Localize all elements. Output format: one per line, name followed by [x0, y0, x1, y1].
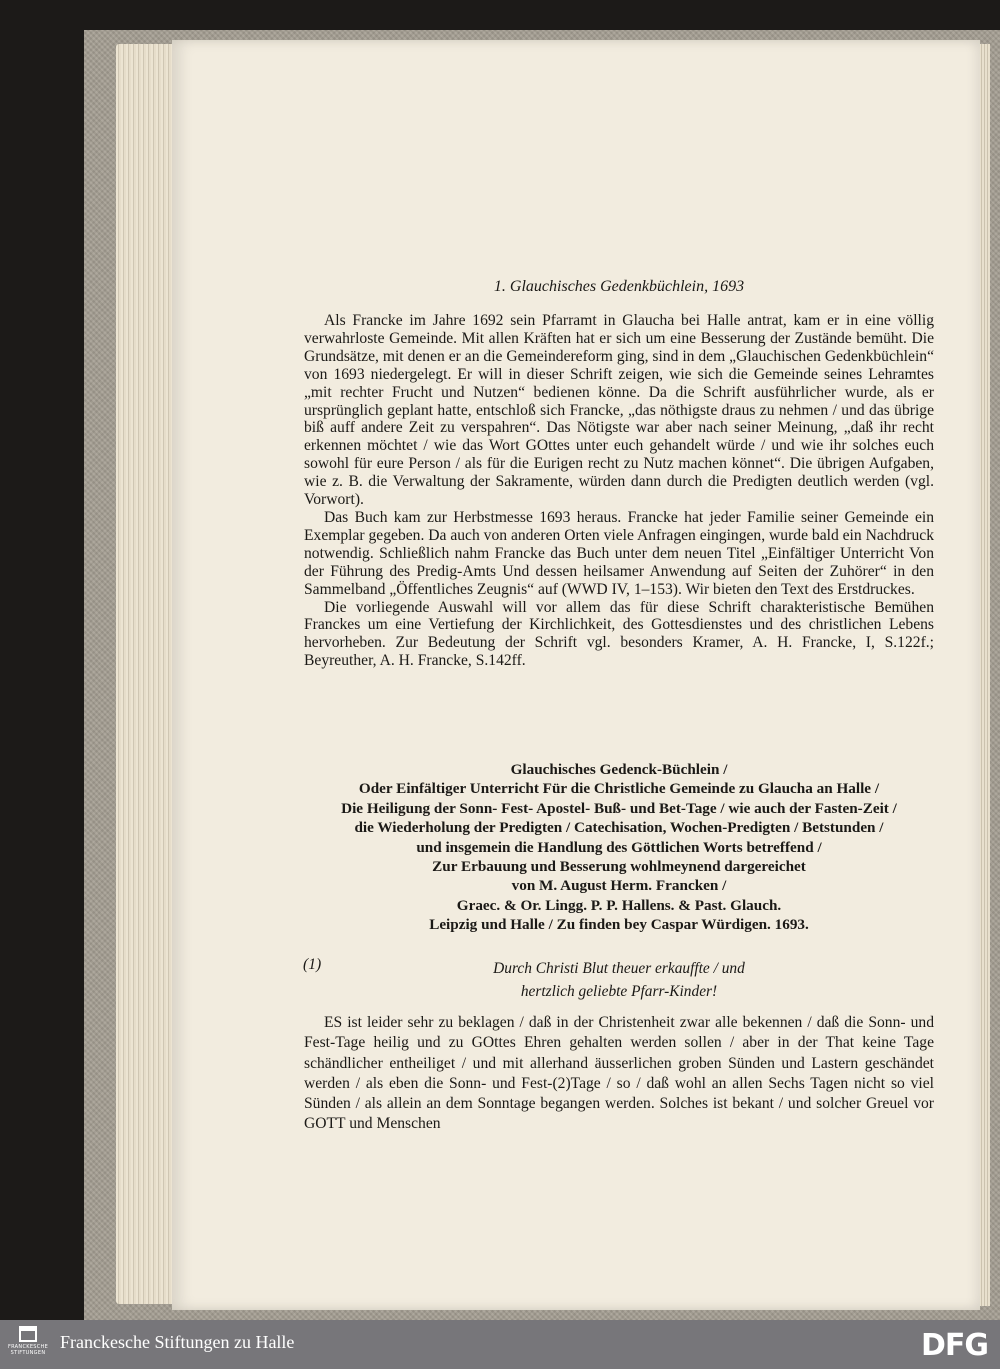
title-line: Zur Erbauung und Besserung wohlmeynend dargereichet [432, 858, 806, 876]
intro-paragraph: Die vorliegende Auswahl will vor allem das für diese Schrift charakteristische Bemühen Franckes um eine Vertiefung der Kirchlichkeit, des Gottesdienstes und des christlichen Lebens hervorheben. Zur Bedeutung der Schrift vgl. besonders Kramer, A. H. Francke, I, S.122f.; Beyreuther, A. H. Francke, S.142ff. [304, 598, 934, 670]
salutation [304, 957, 934, 1003]
title-line: und insgemein die Handlung des Göttlichen Worts betreffend / [416, 838, 822, 856]
title-line: Leipzig und Halle / Zu finden bey Caspar Würdigen. 1693. [429, 916, 809, 934]
page-stack-edge [116, 44, 176, 1304]
institution-name[interactable]: Franckesche Stiftungen zu Halle [60, 1332, 295, 1352]
title-line: Oder Einfältiger Unterricht Für die Christliche Gemeinde zu Glaucha an Halle / [358, 780, 880, 798]
building-icon [19, 1326, 37, 1342]
title-line: Die Heiligung der Sonn- Fest- Apostel- Buß- und Bet-Tage / wie auch der Fasten-Zeit / [341, 799, 897, 817]
original-title-page [300, 760, 938, 935]
title-line: Glauchisches Gedenck-Büchlein / [510, 761, 728, 778]
body-paragraph: ES ist leider sehr zu beklagen / daß in der Christenheit zwar alle bekennen / daß die Sonn- und Fest-Tage heilig und zu GOttes Ehren gehalten werden sollen / aber in der That keine Tage schändlicher entheiliget / und mit allerhand äusserlichen groben Sünden und Lastern geschändet werden / als eben die Sonn- und Fest-(2)Tage / so / daß wohl an allen Sechs Tagen nicht so viel Sünden / als allein an dem Sonntage begangen werden. Solches ist bekant / und solcher Greuel vor GOTT und Menschen [304, 1014, 934, 1133]
dfg-logo[interactable]: DFG [920, 1328, 988, 1363]
salutation-line: Durch Christi Blut theuer erkauffte / und [493, 960, 745, 977]
intro-paragraph: Als Francke im Jahre 1692 sein Pfarramt in Glaucha bei Halle antrat, kam er in eine völlig verwahrloste Gemeinde. Mit allen Kräften hat er sich um eine Besserung der Zustände bemüht. Die Grundsätze, mit denen er an die Gemeindereform ging, sind in dem „Glauchischen Gedenkbüchlein“ von 1693 niedergelegt. Er will in dieser Schrift zeigen, wie sich die Gemeinde seines Lehramtes „mit rechter Frucht und Nutzen“ bedienen könne. Da die Schrift ausführlicher wurde, als er ursprünglich geplant hatte, entschloß sich Francke, „das nöthigste draus zu nehmen / und das übrige biß auff andere Zeit zu verspahren“. Das Nötigste war aber nach seiner Meinung, „daß ihr recht erkennen möchtet / wie das Wort GOttes unter euch gehandelt würde / und wie ihr solches euch sowohl für eure Person / als für die Eurigen recht zu Nutz machen könnet“. Die übrigen Aufgaben, wie z. B. die Verwaltung der Sakramente, würden dann durch die Predigten deutlich werden (vgl. Vorwort). [304, 312, 934, 509]
title-line: von M. August Herm. Francken / [511, 877, 727, 895]
intro-paragraph: Das Buch kam zur Herbstmesse 1693 heraus. Francke hat jeder Familie seiner Gemeinde ein Exemplar gegeben. Da auch von anderen Orten viele Anfragen eingingen, wurde bald ein Nachdruck notwendig. Schließlich nahm Francke das Buch unter dem neuen Titel „Einfältiger Unterricht Von der Führung des Predig-Amts Und dessen heilsamer Anwendung auf Seiten der Zuhörer“ in den Sammelband „Öffentliches Zeugnis“ auf (WWD IV, 1–153). Wir bieten den Text des Erstdruckes. [304, 508, 934, 598]
title-line: die Wiederholung der Predigten / Catechisation, Wochen-Predigten / Betstunden / [354, 819, 884, 837]
salutation-line: hertzlich geliebte Pfarr-Kinder! [520, 983, 718, 1000]
viewer-footer [0, 1320, 1000, 1369]
title-line: Graec. & Or. Lingg. P. P. Hallens. & Past. Glauch. [456, 896, 782, 914]
institution-logo[interactable] [6, 1326, 50, 1364]
body-text [304, 1013, 934, 1135]
logo-caption: FRANCKESCHE STIFTUNGEN [7, 1344, 49, 1356]
intro-text [304, 312, 934, 670]
page-marker: (1) [303, 956, 322, 973]
chapter-heading: 1. Glauchisches Gedenkbüchlein, 1693 [493, 278, 745, 295]
